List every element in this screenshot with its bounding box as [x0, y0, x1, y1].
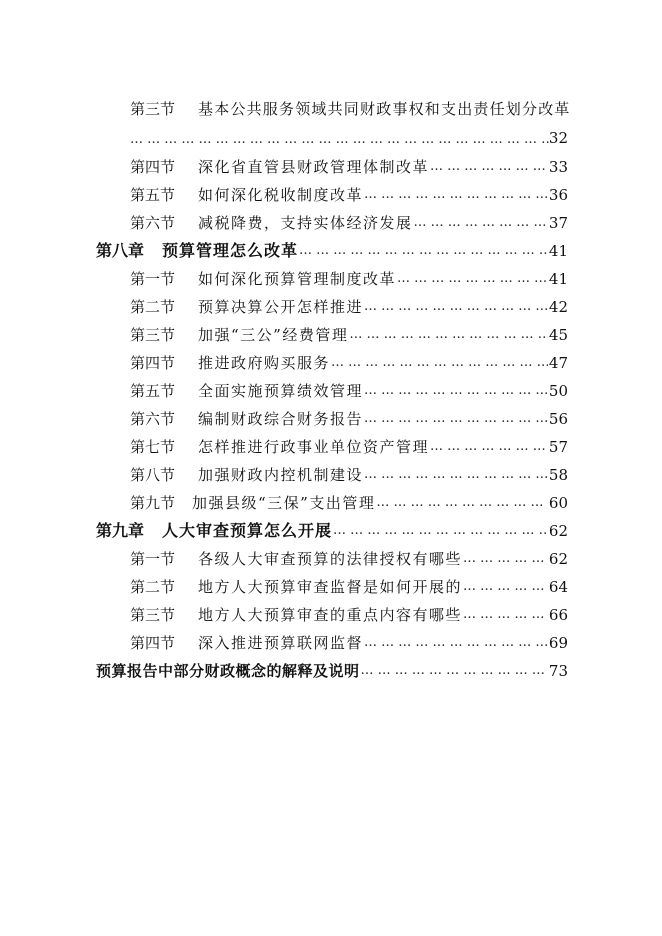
toc-entry[interactable] — [0, 293, 662, 317]
toc-chapter-entry[interactable] — [0, 517, 662, 541]
toc-chapter-number: 第九章 — [96, 521, 145, 540]
toc-section-title: 基本公共服务领域共同财政事权和支出责任划分改革 — [198, 100, 571, 118]
toc-page-number: 42 — [548, 298, 568, 316]
toc-section-number: 第四节 — [130, 354, 176, 372]
toc-chapter-entry[interactable] — [0, 237, 662, 261]
toc-chapter-title: 人大审查预算怎么开展 — [162, 521, 333, 540]
toc-section-title: 深入推进预算联网监督 — [198, 634, 364, 652]
toc-entry-wrapped-line1[interactable] — [130, 95, 570, 119]
toc-dot-leader — [364, 185, 548, 205]
toc-section-number: 第八节 — [130, 466, 176, 484]
toc-entry[interactable] — [0, 461, 662, 485]
toc-entry[interactable] — [0, 209, 662, 233]
toc-section-number: 第七节 — [130, 438, 176, 456]
toc-entry[interactable] — [0, 629, 662, 653]
toc-entry[interactable] — [0, 405, 662, 429]
toc-section-title: 各级人大审查预算的法律授权有哪些 — [198, 550, 463, 568]
toc-section-title: 推进政府购买服务 — [198, 354, 331, 372]
toc-section-number: 第六节 — [130, 410, 176, 428]
toc-chapter-title: 预算管理怎么改革 — [162, 241, 299, 260]
toc-dot-leader — [364, 381, 548, 401]
toc-entry[interactable] — [0, 153, 662, 177]
toc-page-number: 41 — [548, 242, 568, 260]
toc-page-number: 66 — [548, 606, 568, 624]
toc-section-title: 深化省直管县财政管理体制改革 — [198, 158, 430, 176]
toc-dot-leader — [364, 465, 548, 485]
toc-entry[interactable] — [0, 377, 662, 401]
toc-page-number: 73 — [548, 662, 568, 680]
toc-dot-leader — [299, 241, 548, 261]
toc-section-title: 加强财政内控机制建设 — [198, 466, 364, 484]
toc-section-number: 第三节 — [130, 326, 176, 344]
toc-dot-leader — [364, 409, 548, 429]
toc-dot-leader — [463, 605, 548, 625]
toc-entry[interactable] — [0, 573, 662, 597]
toc-chapter-number: 第八章 — [96, 241, 145, 260]
toc-entry[interactable] — [0, 433, 662, 457]
toc-entry[interactable] — [0, 265, 662, 289]
toc-page-number: 47 — [548, 354, 568, 372]
toc-dot-leader — [430, 437, 548, 457]
toc-section-number: 第四节 — [130, 158, 176, 176]
toc-page-number: 37 — [548, 214, 568, 232]
toc-page-number: 32 — [548, 129, 568, 147]
toc-entry-wrapped-line2[interactable] — [130, 125, 568, 147]
toc-dot-leader — [430, 157, 548, 177]
toc-section-number: 第四节 — [130, 634, 176, 652]
toc-section-number: 第三节 — [130, 606, 176, 624]
toc-section-title: 加强“三公”经费管理 — [198, 326, 349, 344]
toc-dot-leader — [414, 213, 548, 233]
toc-section-title: 预算决算公开怎样推进 — [198, 298, 364, 316]
toc-section-number: 第五节 — [130, 382, 176, 400]
toc-dot-leader — [364, 297, 548, 317]
toc-page-number: 58 — [548, 466, 568, 484]
toc-section-title: 如何深化税收制度改革 — [198, 186, 364, 204]
toc-page-number: 45 — [548, 326, 568, 344]
toc-appendix-title: 预算报告中部分财政概念的解释及说明 — [96, 662, 360, 680]
toc-section-number: 第二节 — [130, 578, 176, 596]
toc-entry[interactable] — [0, 321, 662, 345]
toc-page-number: 69 — [548, 634, 568, 652]
toc-page-number: 33 — [548, 158, 568, 176]
toc-section-title: 怎样推进行政事业单位资产管理 — [198, 438, 430, 456]
toc-dot-leader — [361, 661, 548, 681]
toc-page-number: 62 — [548, 522, 568, 540]
toc-page-number: 56 — [548, 410, 568, 428]
toc-dot-leader — [333, 521, 548, 541]
toc-dot-leader — [331, 353, 548, 373]
toc-section-title: 地方人大预算审查的重点内容有哪些 — [198, 606, 463, 624]
toc-section-title: 编制财政综合财务报告 — [198, 410, 364, 428]
toc-section-title: 地方人大预算审查监督是如何开展的 — [198, 578, 463, 596]
toc-section-number: 第二节 — [130, 298, 176, 316]
toc-entry[interactable] — [0, 349, 662, 373]
toc-dot-leader — [364, 633, 548, 653]
toc-dot-leader — [376, 493, 548, 513]
toc-section-number: 第一节 — [130, 270, 176, 288]
toc-section-number: 第三节 — [130, 100, 176, 118]
toc-appendix-entry[interactable] — [0, 657, 662, 681]
toc-section-title: 加强县级“三保”支出管理 — [192, 494, 376, 512]
toc-page-number: 62 — [548, 550, 568, 568]
toc-dot-leader — [463, 577, 548, 597]
toc-section-number: 第九节 — [130, 494, 176, 512]
toc-page-number: 41 — [548, 270, 568, 288]
toc-page-number: 60 — [548, 494, 568, 512]
toc-page-number: 50 — [548, 382, 568, 400]
toc-entry[interactable] — [0, 601, 662, 625]
toc-entry[interactable] — [0, 545, 662, 569]
toc-page-number: 64 — [548, 578, 568, 596]
toc-entry[interactable] — [0, 181, 662, 205]
toc-dot-leader — [130, 132, 549, 147]
toc-section-title: 减税降费，支持实体经济发展 — [198, 214, 413, 232]
toc-dot-leader — [397, 269, 548, 289]
toc-dot-leader — [463, 549, 548, 569]
toc-page-number: 57 — [548, 438, 568, 456]
toc-section-number: 第一节 — [130, 550, 176, 568]
toc-entry[interactable] — [0, 489, 662, 513]
toc-section-title: 全面实施预算绩效管理 — [198, 382, 364, 400]
toc-section-number: 第六节 — [130, 214, 176, 232]
toc-page-number: 36 — [548, 186, 568, 204]
toc-dot-leader — [349, 325, 548, 345]
toc-section-title: 如何深化预算管理制度改革 — [198, 270, 397, 288]
toc-section-number: 第五节 — [130, 186, 176, 204]
